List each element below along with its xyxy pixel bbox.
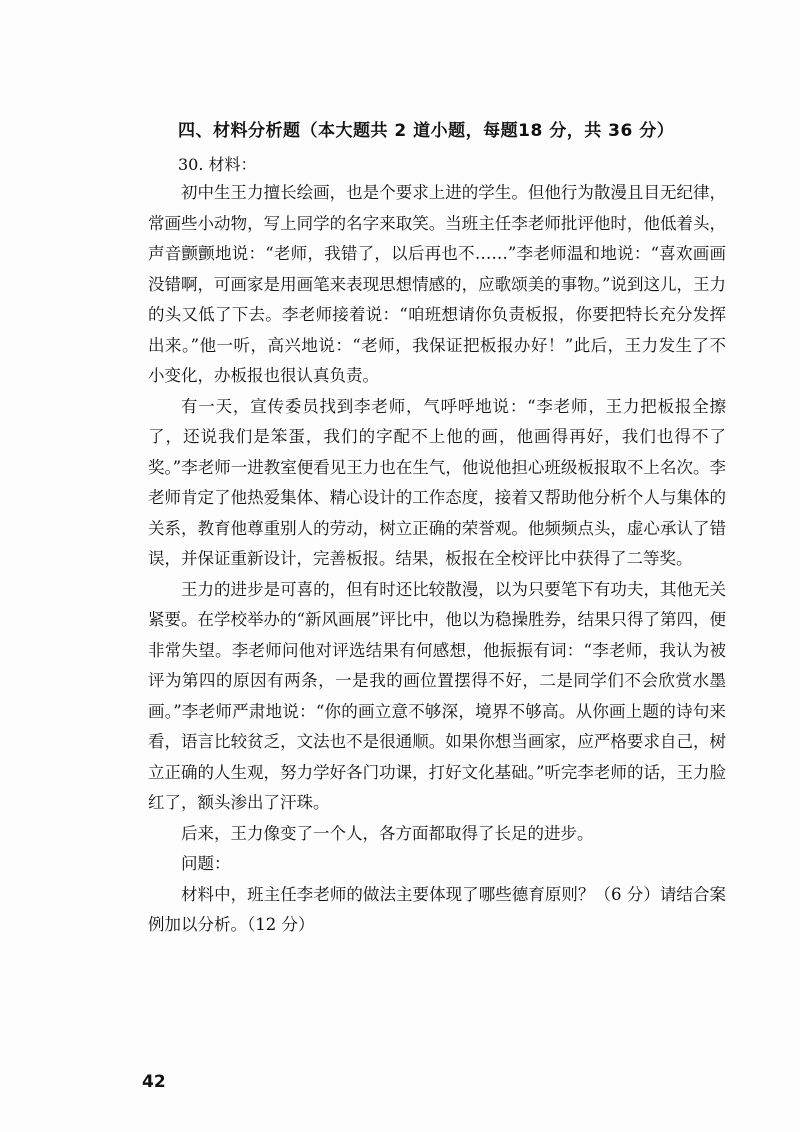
page-number: 42 bbox=[142, 1072, 166, 1092]
paragraph: 后来，王力像变了一个人，各方面都取得了长足的进步。 bbox=[181, 823, 594, 843]
paragraph: 初中生王力擅长绘画，也是个要求上进的学生。但他行为散漫且目无纪律，常画些小动物，写上同学的名字来取笑。当班主任李老师批评他时，他低着头，声音颤颤地说：“老师，我错了，以后再也不……”李老师温和地说：“喜欢画画没错啊，可画家是用画笔来表现思想情感的，应歌颂美的事物。”说到这儿，王力的头又低了下去。李老师接着说：“咱班想请你负责板报，你要把特长充分发挥出来。”他一听，高兴地说：“老师，我保证把板报办好！”此后，王力发生了不小变化，办板报也很认真负责。 bbox=[148, 183, 726, 385]
question-number: 30. 材料： bbox=[178, 155, 257, 174]
section-heading: 四、材料分析题（本大题共 2 道小题，每题18 分，共 36 分） bbox=[178, 121, 675, 141]
question-material bbox=[148, 178, 726, 941]
question-prompt: 材料中，班主任李老师的做法主要体现了哪些德育原则？（6 分）请结合案例加以分析。（12 分） bbox=[148, 884, 726, 934]
question-label: 问题： bbox=[181, 854, 231, 873]
paragraph: 王力的进步是可喜的，但有时还比较散漫，以为只要笔下有功夫，其他无关紧要。在学校举办的“新风画展”评比中，他以为稳操胜券，结果只得了第四，便非常失望。李老师问他对评选结果有何感想，他振振有词：“李老师，我认为被评为第四的原因有两条，一是我的画位置摆得不好，二是同学们不会欣赏水墨画。”李老师严肃地说：“你的画立意不够深，境界不够高。从你画上题的诗句来看，语言比较贫乏，文法也不是很通顺。如果你想当画家，应严格要求自己，树立正确的人生观，努力学好各门功课，打好文化基础。”听完李老师的话，王力脸红了，额头渗出了汗珠。 bbox=[148, 579, 726, 812]
paragraph: 有一天，宣传委员找到李老师，气呼呼地说：“李老师，王力把板报全擦了，还说我们是笨蛋，我们的字配不上他的画，他画得再好，我们也得不了奖。”李老师一进教室便看见王力也在生气，他说他担心班级板报取不上名次。李老师肯定了他热爱集体、精心设计的工作态度，接着又帮助他分析个人与集体的关系，教育他尊重别人的劳动，树立正确的荣誉观。他频频点头，虚心承认了错误，并保证重新设计，完善板报。结果，板报在全校评比中获得了二等奖。 bbox=[148, 396, 726, 568]
